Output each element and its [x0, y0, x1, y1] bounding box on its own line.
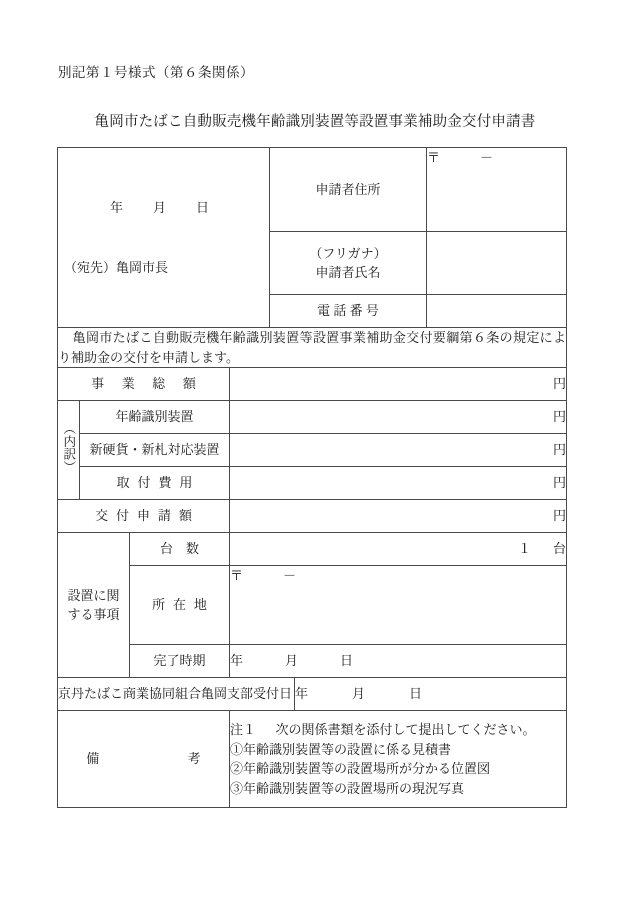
- address-value-cell[interactable]: [427, 148, 567, 232]
- location-postal-mark-icon: 〒: [230, 568, 244, 583]
- address-label: 申請者住所: [270, 148, 427, 232]
- breakdown-label-2: 取 付 費 用: [80, 467, 230, 500]
- remarks-note-head: [230, 720, 566, 740]
- name-label: 申請者氏名: [315, 265, 381, 280]
- date-month-label: 月: [152, 200, 166, 215]
- breakdown-label-0: 年齢識別装置: [80, 401, 230, 434]
- remarks-item-2: ③年齢識別装置等の設置場所の現況写真: [230, 780, 465, 796]
- receipt-date-cell[interactable]: [295, 678, 567, 711]
- completion-month-label: 月: [285, 653, 299, 669]
- receipt-label: 京丹たばこ商業協同組合亀岡支部受付日: [58, 678, 295, 711]
- request-amount-value-cell[interactable]: [230, 500, 567, 533]
- date-day-label: 日: [196, 200, 210, 215]
- breakdown-unit-0: 円: [553, 409, 567, 425]
- installation-completion-row: [58, 645, 567, 678]
- remarks-label: 備 考: [58, 711, 230, 808]
- location-postal-dash: －: [283, 568, 297, 583]
- applicant-address-row: [58, 148, 567, 232]
- completion-label: 完了時期: [130, 645, 230, 678]
- breakdown-vertical-label: （内訳）: [58, 401, 80, 500]
- count-label: 台 数: [130, 533, 230, 566]
- installation-section-label: [58, 533, 130, 678]
- breakdown-row-new-currency-device: [58, 434, 567, 467]
- completion-date-cell[interactable]: [230, 645, 567, 678]
- breakdown-row-age-device: [58, 401, 567, 434]
- location-value-cell[interactable]: [230, 566, 567, 645]
- applicant-phone-value-cell[interactable]: [427, 295, 567, 328]
- completion-year-label: 年: [230, 653, 244, 669]
- breakdown-label-1: 新硬貨・新札対応装置: [80, 434, 230, 467]
- applicant-name-value-cell[interactable]: [427, 232, 567, 295]
- phone-label: 電 話 番 号: [270, 295, 427, 328]
- request-amount-label: 交 付 申 請 額: [58, 500, 230, 533]
- application-form-table: [57, 147, 567, 808]
- breakdown-value-cell-1[interactable]: [230, 434, 567, 467]
- total-amount-row: [58, 368, 567, 401]
- receipt-day-label: 日: [409, 686, 423, 702]
- remarks-item-0: ①年齢識別装置等の設置に係る見積書: [230, 741, 452, 757]
- installation-location-row: [58, 566, 567, 645]
- location-postal-field: [230, 566, 566, 586]
- total-amount-unit: 円: [553, 376, 567, 392]
- total-amount-label: 事 業 総 額: [58, 368, 230, 401]
- receipt-month-label: 月: [352, 686, 366, 702]
- count-value-cell[interactable]: [230, 533, 567, 566]
- request-amount-unit: 円: [553, 508, 567, 524]
- addressee-label: （宛先）亀岡市長: [64, 259, 169, 275]
- count-value: １: [517, 541, 531, 557]
- request-amount-row: [58, 500, 567, 533]
- statement-text: 亀岡市たばこ自動販売機年齢識別装置等設置事業補助金交付要綱第６条の規定により補助金の交付を申請します。: [58, 330, 567, 365]
- form-code: 別記第１号様式（第６条関係）: [58, 65, 254, 80]
- remarks-item-1: ②年齢識別装置等の設置場所が分かる位置図: [230, 761, 491, 776]
- statement-row: [58, 328, 567, 368]
- addressee-cell: [58, 148, 270, 328]
- installation-section-label-line1: 設置に関: [67, 587, 120, 603]
- remarks-row: [58, 711, 567, 808]
- installation-count-row: [58, 533, 567, 566]
- remarks-note-text: 次の関係書類を添付して提出してください。: [275, 722, 536, 737]
- postal-mark-icon: 〒: [427, 150, 441, 165]
- receipt-date-row: [58, 678, 567, 711]
- location-label: 所 在 地: [130, 566, 230, 645]
- breakdown-unit-1: 円: [553, 442, 567, 458]
- document-title: 亀岡市たばこ自動販売機年齢識別装置等設置事業補助金交付申請書: [94, 114, 536, 130]
- total-amount-value-cell[interactable]: [230, 368, 567, 401]
- breakdown-value-cell-2[interactable]: [230, 467, 567, 500]
- installation-section-label-line2: する事項: [67, 607, 120, 622]
- remarks-note-number: 注１: [230, 722, 257, 737]
- receipt-year-label: 年: [295, 686, 309, 702]
- completion-day-label: 日: [340, 653, 354, 669]
- breakdown-value-cell-0[interactable]: [230, 401, 567, 434]
- breakdown-unit-2: 円: [553, 475, 567, 491]
- count-unit: 台: [553, 541, 567, 557]
- statement-cell: [58, 328, 567, 368]
- date-year-label: 年: [109, 200, 123, 215]
- applicant-name-label-cell: [270, 232, 427, 295]
- furigana-label: （フリガナ）: [309, 245, 387, 261]
- remarks-content-cell: [230, 711, 567, 808]
- breakdown-row-installation-cost: [58, 467, 567, 500]
- postal-dash: －: [480, 150, 494, 165]
- application-date-line: [58, 198, 269, 218]
- postal-code-field: [427, 148, 566, 168]
